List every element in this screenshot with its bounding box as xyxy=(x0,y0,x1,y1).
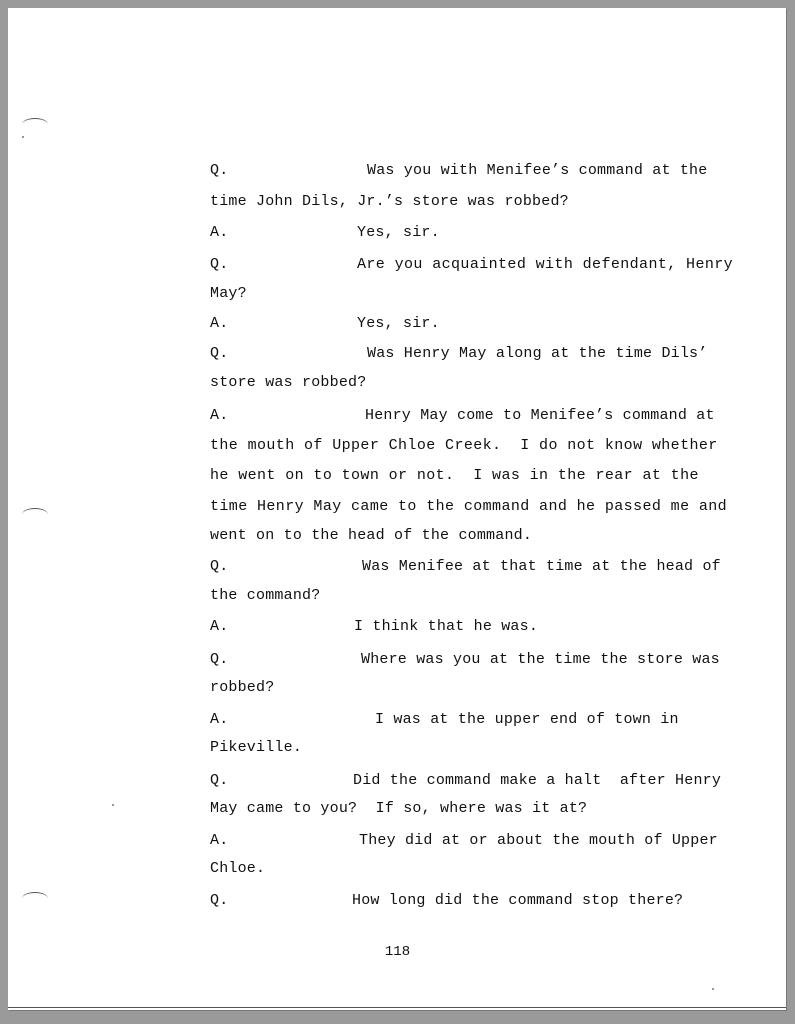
scan-speck xyxy=(112,804,114,806)
question-label: Q. xyxy=(210,558,229,575)
transcript-text: May? xyxy=(210,285,247,302)
transcript-text: Was Menifee at that time at the head of xyxy=(362,558,721,575)
transcript-text: Chloe. xyxy=(210,860,266,877)
question-label: Q. xyxy=(210,651,229,668)
scan-speck xyxy=(22,136,24,138)
answer-label: A. xyxy=(210,618,229,635)
question-label: Q. xyxy=(210,162,229,179)
transcript-text: They did at or about the mouth of Upper xyxy=(359,832,718,849)
transcript-text: the mouth of Upper Chloe Creek. I do not know whether xyxy=(210,437,718,454)
transcript-text: store was robbed? xyxy=(210,374,367,391)
answer-label: A. xyxy=(210,315,229,332)
question-label: Q. xyxy=(210,892,229,909)
transcript-text: May came to you? If so, where was it at? xyxy=(210,800,588,817)
punch-hole-mark-bottom xyxy=(22,892,48,905)
page-number: 118 xyxy=(384,944,411,960)
answer-label: A. xyxy=(210,407,229,424)
transcript-text: Did the command make a halt after Henry xyxy=(353,772,722,789)
transcript-text: I was at the upper end of town in xyxy=(375,711,679,728)
transcript-text: Yes, sir. xyxy=(357,224,440,241)
transcript-text: Pikeville. xyxy=(210,739,303,756)
transcript-text: he went on to town or not. I was in the rear at the xyxy=(210,467,699,484)
transcript-text: Yes, sir. xyxy=(357,315,440,332)
question-label: Q. xyxy=(210,256,229,273)
transcript-text: robbed? xyxy=(210,679,275,696)
transcript-text: Where was you at the time the store was xyxy=(361,651,720,668)
answer-label: A. xyxy=(210,832,229,849)
transcript-text: Henry May come to Menifee’s command at xyxy=(365,407,715,424)
page-bottom-edge xyxy=(8,1007,786,1008)
transcript-text: Are you acquainted with defendant, Henry xyxy=(357,256,734,273)
transcript-text: I think that he was. xyxy=(354,618,539,635)
transcript-text: time John Dils, Jr.’s store was robbed? xyxy=(210,193,569,210)
answer-label: A. xyxy=(210,711,229,728)
transcript-text: went on to the head of the command. xyxy=(210,527,533,544)
scan-speck xyxy=(712,988,714,990)
answer-label: A. xyxy=(210,224,229,241)
question-label: Q. xyxy=(210,345,229,362)
transcript-text: Was you with Menifee’s command at the xyxy=(367,162,708,179)
transcript-text: Was Henry May along at the time Dils’ xyxy=(367,345,708,362)
punch-hole-mark-top xyxy=(22,118,48,131)
punch-hole-mark-middle xyxy=(22,508,48,521)
transcript-text: the command? xyxy=(210,587,321,604)
question-label: Q. xyxy=(210,772,229,789)
transcript-text: time Henry May came to the command and he passed me and xyxy=(210,498,728,515)
transcript-text: How long did the command stop there? xyxy=(352,892,684,909)
